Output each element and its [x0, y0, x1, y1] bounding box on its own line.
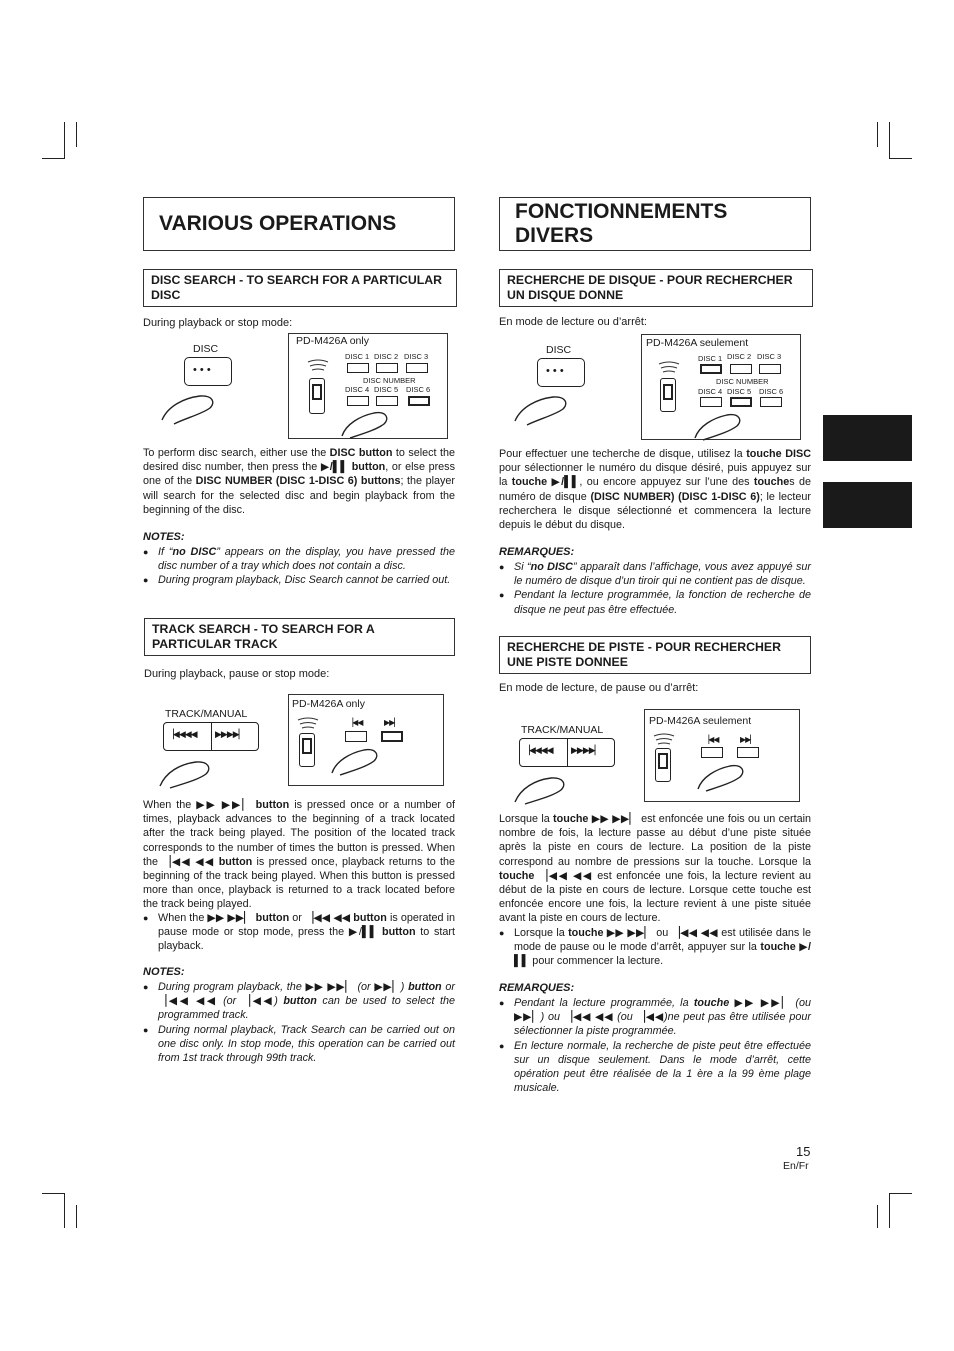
track-search-paragraph: When the ▶▶ ▶▶▏ button is pressed once or a number of times, playback advances to the beginning of a track located after the track being played. The position of the located track corresponds to the number of times the button is pressed. When the ▕◀◀ ◀◀ button is pressed once, playback returns to the beginning of the track being played. When this button is pressed more than once, playback is returned to a track located before the track being played.: [143, 799, 455, 911]
notes-heading: REMARQUES:: [499, 982, 575, 994]
notes-list: [499, 560, 811, 617]
disc-search-paragraph: To perform disc search, either use the DISC button to select the desired disc number, then press the ▶/▌▌ button, or else press one of the DISC NUMBER (DISC 1-DISC 6) buttons; the player will search for the selected disc and begin playback from the beginning of the disc.: [143, 447, 456, 516]
intro-text: During playback, pause or stop mode:: [144, 668, 330, 680]
bullet-item: ● Lorsque la touche ▶▶ ▶▶▏ ou ▕◀◀ ◀◀ est utilisée dans le mode de pause ou le mode d’arrêt, appuyer sur la touche ▶/▌▌ pour commencer la lecture.: [499, 926, 811, 969]
disc-key-dots: • • •: [546, 365, 564, 377]
section-heading-disc-search-fr: RECHERCHE DE DISQUE - POUR RECHERCHER UN DISQUE DONNE: [499, 269, 813, 307]
remote-body-icon: [312, 384, 322, 400]
remote-model-label: PD-M426A seulement: [649, 715, 752, 727]
crop-mark: [889, 122, 890, 159]
disc1-label: DISC 1: [345, 352, 370, 361]
note-item: ● During program playback, Disc Search cannot be carried out.: [143, 573, 455, 587]
page-number: 15: [796, 1144, 811, 1159]
skip-back-button-icon: [345, 731, 367, 742]
crop-mark: [42, 158, 64, 159]
disc6-button-icon: [408, 396, 430, 406]
track-manual-key-label: TRACK/MANUAL: [521, 724, 604, 736]
disc6-button-icon: [760, 397, 782, 407]
remote-model-label: PD-M426A only: [296, 335, 369, 347]
finger-icon: [158, 758, 214, 788]
disc3-button-icon: [759, 364, 781, 374]
disc5-label: DISC 5: [374, 385, 399, 394]
crop-mark: [76, 122, 77, 147]
remote-body-icon: [302, 738, 312, 754]
disc5-button-icon: [730, 397, 752, 407]
notes-list: [143, 980, 455, 1065]
note-item: ● Si “no DISC” apparaît dans l’affichage, vous avez appuyé sur le numéro de disque d’un tiroir qui ne contient pas de disque.: [499, 560, 811, 588]
skip-forward-icon: ▶▶▏: [740, 735, 756, 744]
track-manual-key-label: TRACK/MANUAL: [165, 708, 248, 720]
remote-signal-icon: [296, 718, 320, 732]
skip-back-button-icon: [701, 747, 723, 758]
track-key-divider: [567, 738, 568, 767]
disc-number-label: DISC NUMBER: [363, 376, 416, 385]
finger-icon: [340, 408, 392, 438]
intro-text: During playback or stop mode:: [143, 317, 293, 329]
disc-key-dots: • • •: [193, 364, 211, 376]
disc2-label: DISC 2: [374, 352, 399, 361]
crop-mark: [890, 158, 912, 159]
intro-text: En mode de lecture, de pause ou d’arrêt:: [499, 682, 699, 694]
disc1-button-icon: [700, 364, 722, 374]
notes-list: [499, 996, 811, 1095]
disc4-label: DISC 4: [698, 387, 723, 396]
language-tab: [823, 415, 912, 461]
skip-forward-icon: ▶▶▏: [384, 718, 400, 727]
disc2-button-icon: [376, 363, 398, 373]
finger-icon: [696, 761, 748, 791]
disc6-label: DISC 6: [406, 385, 431, 394]
finger-icon: [693, 410, 745, 440]
crop-mark: [890, 1193, 912, 1194]
track-key-divider: [211, 722, 212, 751]
disc4-button-icon: [347, 396, 369, 406]
crop-mark: [64, 1193, 65, 1228]
note-item: ● Pendant la lecture programmée, la fonction de recherche de disque ne peut pas être effectuée.: [499, 588, 811, 616]
disc1-button-icon: [347, 363, 369, 373]
skip-forward-icon: ▶▶▶▶▏: [215, 729, 245, 739]
page-language: En/Fr: [783, 1160, 809, 1172]
page-title-fr: FONCTIONNEMENTS DIVERS: [499, 197, 811, 251]
bullet-item: ● When the ▶▶ ▶▶▏ button or ▕◀◀ ◀◀ button is operated in pause mode or stop mode, press the ▶/▌▌ button to start playback.: [143, 911, 455, 954]
disc2-label: DISC 2: [727, 352, 752, 361]
remote-body-icon: [658, 753, 668, 769]
disc4-label: DISC 4: [345, 385, 370, 394]
remote-model-label: PD-M426A seulement: [646, 337, 749, 349]
notes-list: [143, 545, 455, 588]
track-search-bullets: [499, 926, 811, 969]
section-heading-disc-search-en: DISC SEARCH - TO SEARCH FOR A PARTICULAR DISC: [143, 269, 457, 307]
crop-mark: [877, 122, 878, 147]
finger-icon: [330, 745, 382, 775]
crop-mark: [64, 122, 65, 159]
note-item: ● During normal playback, Track Search can be carried out on one disc only. In stop mode, this operation can be carried out from 1st track through 99th track.: [143, 1023, 455, 1066]
disc3-label: DISC 3: [404, 352, 429, 361]
notes-heading: NOTES:: [143, 966, 185, 978]
disc-key-label: DISC: [193, 343, 219, 355]
note-item: ● En lecture normale, la recherche de piste peut être effectuée sur un disque seulement. Dans le mode d’arrêt, cette opération peut être réalisée de la 1 ère a la 99 ème plage musicale.: [499, 1039, 811, 1096]
skip-forward-button-icon: [737, 747, 759, 758]
disc3-button-icon: [406, 363, 428, 373]
language-tab: [823, 482, 912, 528]
remote-signal-icon: [652, 734, 676, 748]
crop-mark: [877, 1205, 878, 1228]
finger-icon: [513, 393, 573, 427]
crop-mark: [76, 1205, 77, 1228]
track-search-bullets: [143, 911, 455, 954]
finger-icon: [513, 774, 569, 804]
disc-number-label: DISC NUMBER: [716, 377, 769, 386]
intro-text: En mode de lecture ou d’arrêt:: [499, 316, 647, 328]
remote-model-label: PD-M426A only: [292, 698, 365, 710]
note-item: ● If “no DISC” appears on the display, you have pressed the disc number of a tray which does not contain a disc.: [143, 545, 455, 573]
skip-back-icon: ▕◀◀: [347, 718, 363, 727]
disc-key-label: DISC: [546, 344, 572, 356]
remote-signal-icon: [657, 362, 681, 376]
track-search-paragraph: Lorsque la touche ▶▶ ▶▶▏ est enfoncée une fois ou un certain nombre de fois, la lecture passe au début d’une piste située après la piste en cours de lecture. La position de la piste correspond au nombre de pressions sur la touche. Lorsque la touche ▕◀◀ ◀◀ est enfoncée une fois, la lecture revient au début de la piste en cours de lecture. Lorsque cette touche est enfoncée encore une fois, la lecture revient à une piste située avant la piste en cours de lecture.: [499, 813, 812, 925]
disc2-button-icon: [730, 364, 752, 374]
skip-forward-button-icon: [381, 731, 403, 742]
remote-signal-icon: [306, 360, 330, 374]
section-heading-track-search-en: TRACK SEARCH - TO SEARCH FOR A PARTICULAR TRACK: [144, 618, 455, 656]
section-heading-track-search-fr: RECHERCHE DE PISTE - POUR RECHERCHER UNE PISTE DONNEE: [499, 636, 811, 674]
disc1-label: DISC 1: [698, 354, 723, 363]
finger-icon: [160, 392, 220, 426]
note-item: ● During program playback, the ▶▶ ▶▶▏ (or ▶▶▏) button or ▕◀◀ ◀◀ (or ▕◀◀) button can be used to select the programmed track.: [143, 980, 455, 1023]
disc4-button-icon: [700, 397, 722, 407]
page-title-en: VARIOUS OPERATIONS: [143, 197, 455, 251]
disc3-label: DISC 3: [757, 352, 782, 361]
crop-mark: [42, 1193, 64, 1194]
crop-mark: [889, 1193, 890, 1228]
remote-body-icon: [663, 384, 673, 400]
note-item: ● Pendant la lecture programmée, la touche ▶▶ ▶▶▏ (ou ▶▶▏) ou ▕◀◀ ◀◀ (ou ▕◀◀)ne peut pas être utilisée pour sélectionner la piste programmée.: [499, 996, 811, 1039]
skip-back-icon: ▕◀◀: [703, 735, 719, 744]
skip-forward-icon: ▶▶▶▶▏: [571, 745, 601, 755]
disc5-label: DISC 5: [727, 387, 752, 396]
skip-back-icon: ▕◀◀◀◀: [523, 745, 553, 755]
skip-back-icon: ▕◀◀◀◀: [167, 729, 197, 739]
disc-search-paragraph: Pour effectuer une techerche de disque, utilisez la touche DISC pour sélectionner le numéro du disque désiré, puis appuyez sur la touche ▶/▌▌, ou encore appuyez sur l’une des touches de numéro de disque (DISC NUMBER) (DISC 1-DISC 6); le lecteur recherchera le disque sélectionné et commencera la lecture depuis le début du disque.: [499, 448, 811, 532]
disc5-button-icon: [376, 396, 398, 406]
notes-heading: NOTES:: [143, 531, 185, 543]
notes-heading: REMARQUES:: [499, 546, 575, 558]
disc6-label: DISC 6: [759, 387, 784, 396]
